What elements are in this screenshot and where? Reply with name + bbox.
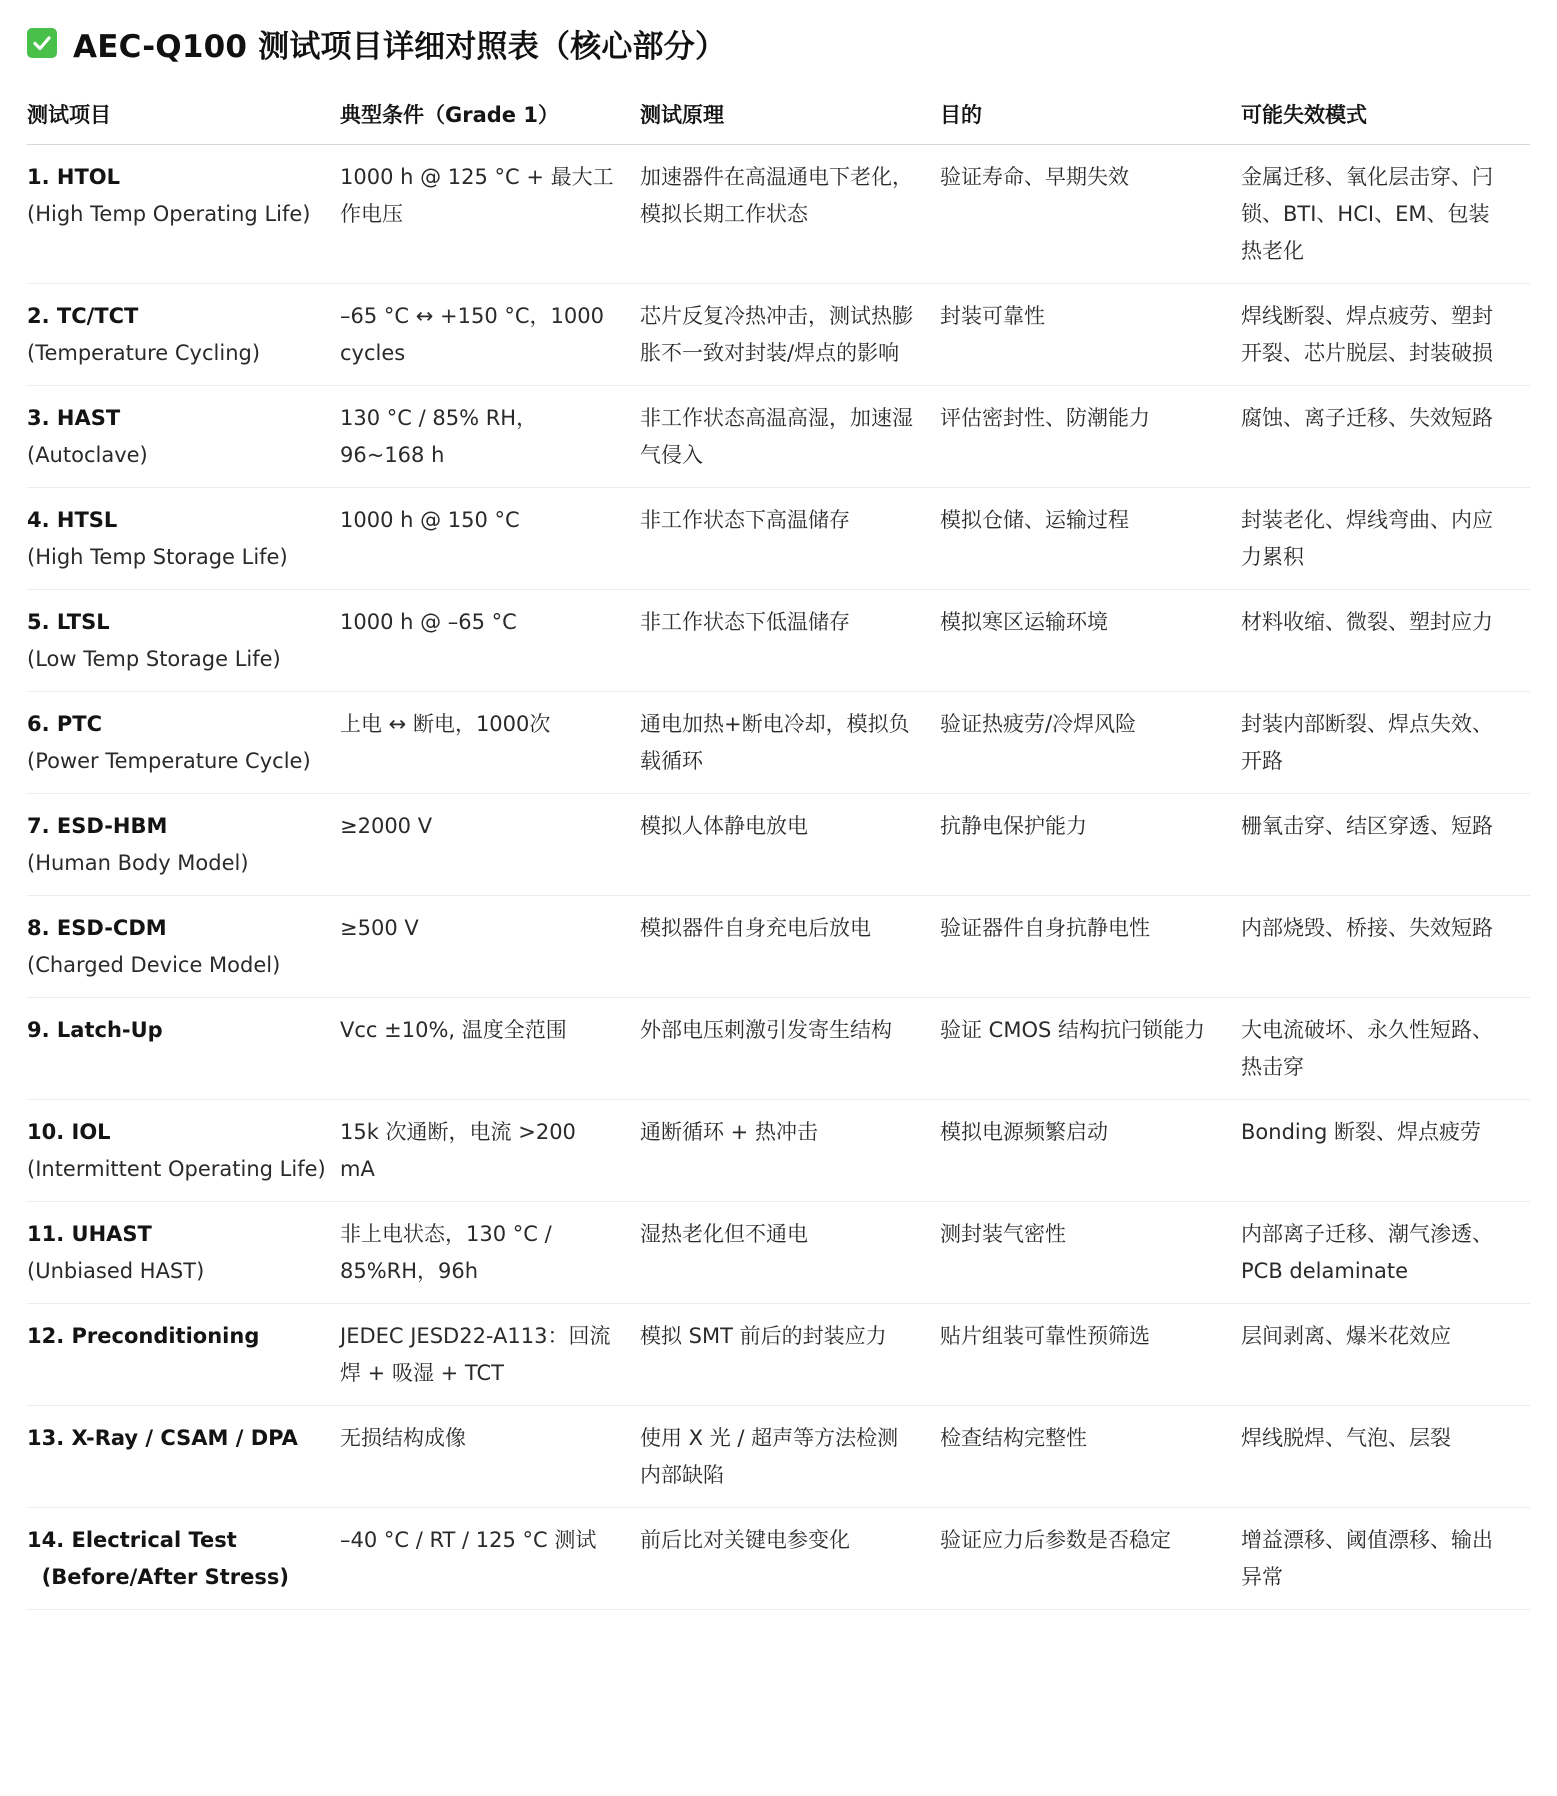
test-item-cell xyxy=(27,692,340,794)
principle-cell: 非工作状态高温高湿，加速湿气侵入 xyxy=(640,386,940,488)
test-item-cell xyxy=(27,145,340,284)
failure-mode-cell: 层间剥离、爆米花效应 xyxy=(1241,1304,1530,1406)
test-item-subtitle: (Unbiased HAST) xyxy=(27,1259,205,1283)
failure-mode-cell: 内部离子迁移、潮气渗透、PCB delaminate xyxy=(1241,1202,1530,1304)
page-title: AEC-Q100 测试项目详细对照表（核心部分） xyxy=(73,28,727,65)
test-item-cell xyxy=(27,1304,340,1406)
purpose-cell: 模拟寒区运输环境 xyxy=(940,590,1241,692)
test-item-subtitle: (Temperature Cycling) xyxy=(27,341,261,365)
table-row xyxy=(27,590,1530,692)
purpose-cell: 评估密封性、防潮能力 xyxy=(940,386,1241,488)
test-item-name: 3. HAST xyxy=(27,406,121,430)
failure-mode-cell: 焊线断裂、焊点疲劳、塑封开裂、芯片脱层、封装破损 xyxy=(1241,284,1530,386)
test-item-cell xyxy=(27,488,340,590)
test-item-subtitle: (Low Temp Storage Life) xyxy=(27,647,281,671)
failure-mode-cell: 栅氧击穿、结区穿透、短路 xyxy=(1241,794,1530,896)
failure-mode-cell: 内部烧毁、桥接、失效短路 xyxy=(1241,896,1530,998)
condition-cell: 130 °C / 85% RH，96~168 h xyxy=(340,386,640,488)
table-row xyxy=(27,145,1530,284)
test-item-cell xyxy=(27,590,340,692)
principle-cell: 通断循环 + 热冲击 xyxy=(640,1100,940,1202)
condition-cell: 无损结构成像 xyxy=(340,1406,640,1508)
test-item-subtitle: (High Temp Storage Life) xyxy=(27,545,288,569)
column-header: 典型条件（Grade 1） xyxy=(340,84,640,145)
test-item-name: 2. TC/TCT xyxy=(27,304,139,328)
test-item-subtitle: (Autoclave) xyxy=(27,443,148,467)
condition-cell: JEDEC JESD22-A113：回流焊 + 吸湿 + TCT xyxy=(340,1304,640,1406)
test-item-name: 9. Latch-Up xyxy=(27,1018,163,1042)
failure-mode-cell: 腐蚀、离子迁移、失效短路 xyxy=(1241,386,1530,488)
condition-cell: ≥2000 V xyxy=(340,794,640,896)
test-item-cell xyxy=(27,896,340,998)
table-row xyxy=(27,1304,1530,1406)
failure-mode-cell: 封装老化、焊线弯曲、内应力累积 xyxy=(1241,488,1530,590)
table-row xyxy=(27,1100,1530,1202)
column-header: 测试项目 xyxy=(27,84,340,145)
test-item-subtitle: (High Temp Operating Life) xyxy=(27,202,311,226)
principle-cell: 芯片反复冷热冲击，测试热膨胀不一致对封装/焊点的影响 xyxy=(640,284,940,386)
failure-mode-cell: 封装内部断裂、焊点失效、开路 xyxy=(1241,692,1530,794)
principle-cell: 非工作状态下高温储存 xyxy=(640,488,940,590)
test-item-name: 11. UHAST xyxy=(27,1222,152,1246)
test-item-name: 4. HTSL xyxy=(27,508,118,532)
principle-cell: 通电加热+断电冷却，模拟负载循环 xyxy=(640,692,940,794)
column-header: 目的 xyxy=(940,84,1241,145)
table-row xyxy=(27,1406,1530,1508)
purpose-cell: 抗静电保护能力 xyxy=(940,794,1241,896)
comparison-table xyxy=(27,84,1530,1610)
test-item-cell xyxy=(27,998,340,1100)
condition-cell: –65 °C ↔ +150 °C，1000 cycles xyxy=(340,284,640,386)
table-row xyxy=(27,1508,1530,1610)
purpose-cell: 测封装气密性 xyxy=(940,1202,1241,1304)
condition-cell: 非上电状态，130 °C / 85%RH，96h xyxy=(340,1202,640,1304)
purpose-cell: 检查结构完整性 xyxy=(940,1406,1241,1508)
condition-cell: –40 °C / RT / 125 °C 测试 xyxy=(340,1508,640,1610)
test-item-cell xyxy=(27,284,340,386)
table-row xyxy=(27,692,1530,794)
principle-cell: 加速器件在高温通电下老化，模拟长期工作状态 xyxy=(640,145,940,284)
condition-cell: 上电 ↔ 断电，1000次 xyxy=(340,692,640,794)
column-header: 测试原理 xyxy=(640,84,940,145)
table-row xyxy=(27,794,1530,896)
failure-mode-cell: 焊线脱焊、气泡、层裂 xyxy=(1241,1406,1530,1508)
test-item-name: 5. LTSL xyxy=(27,610,110,634)
condition-cell: 1000 h @ –65 °C xyxy=(340,590,640,692)
table-row xyxy=(27,896,1530,998)
column-header: 可能失效模式 xyxy=(1241,84,1530,145)
principle-cell: 模拟器件自身充电后放电 xyxy=(640,896,940,998)
failure-mode-cell: Bonding 断裂、焊点疲劳 xyxy=(1241,1100,1530,1202)
condition-cell: ≥500 V xyxy=(340,896,640,998)
failure-mode-cell: 增益漂移、阈值漂移、输出异常 xyxy=(1241,1508,1530,1610)
test-item-subtitle: (Power Temperature Cycle) xyxy=(27,749,311,773)
test-item-cell xyxy=(27,1508,340,1610)
purpose-cell: 验证器件自身抗静电性 xyxy=(940,896,1241,998)
failure-mode-cell: 大电流破坏、永久性短路、热击穿 xyxy=(1241,998,1530,1100)
purpose-cell: 贴片组装可靠性预筛选 xyxy=(940,1304,1241,1406)
failure-mode-cell: 材料收缩、微裂、塑封应力 xyxy=(1241,590,1530,692)
table-row xyxy=(27,284,1530,386)
test-item-cell xyxy=(27,794,340,896)
title-row xyxy=(27,20,1530,66)
test-item-name: 13. X-Ray / CSAM / DPA xyxy=(27,1426,298,1450)
purpose-cell: 模拟仓储、运输过程 xyxy=(940,488,1241,590)
condition-cell: 1000 h @ 150 °C xyxy=(340,488,640,590)
table-row xyxy=(27,386,1530,488)
principle-cell: 湿热老化但不通电 xyxy=(640,1202,940,1304)
test-item-name: 12. Preconditioning xyxy=(27,1324,260,1348)
principle-cell: 使用 X 光 / 超声等方法检测内部缺陷 xyxy=(640,1406,940,1508)
condition-cell: 1000 h @ 125 °C + 最大工作电压 xyxy=(340,145,640,284)
test-item-subtitle: (Human Body Model) xyxy=(27,851,249,875)
purpose-cell: 验证寿命、早期失效 xyxy=(940,145,1241,284)
table-body xyxy=(27,145,1530,1610)
purpose-cell: 模拟电源频繁启动 xyxy=(940,1100,1241,1202)
purpose-cell: 验证应力后参数是否稳定 xyxy=(940,1508,1241,1610)
principle-cell: 非工作状态下低温储存 xyxy=(640,590,940,692)
test-item-cell xyxy=(27,1202,340,1304)
principle-cell: 模拟人体静电放电 xyxy=(640,794,940,896)
check-box-icon xyxy=(27,28,57,58)
principle-cell: 模拟 SMT 前后的封装应力 xyxy=(640,1304,940,1406)
test-item-name: 6. PTC xyxy=(27,712,103,736)
test-item-name: 8. ESD-CDM xyxy=(27,916,167,940)
table-row xyxy=(27,1202,1530,1304)
test-item-cell xyxy=(27,1406,340,1508)
test-item-name: 1. HTOL xyxy=(27,165,121,189)
failure-mode-cell: 金属迁移、氧化层击穿、闩锁、BTI、HCI、EM、包装热老化 xyxy=(1241,145,1530,284)
test-item-name: 10. IOL xyxy=(27,1120,111,1144)
condition-cell: 15k 次通断，电流 >200 mA xyxy=(340,1100,640,1202)
principle-cell: 外部电压刺激引发寄生结构 xyxy=(640,998,940,1100)
test-item-subtitle: (Before/After Stress) xyxy=(27,1565,289,1589)
table-row xyxy=(27,998,1530,1100)
table-header-row xyxy=(27,84,1530,145)
test-item-cell xyxy=(27,1100,340,1202)
purpose-cell: 封装可靠性 xyxy=(940,284,1241,386)
test-item-name: 7. ESD-HBM xyxy=(27,814,168,838)
purpose-cell: 验证 CMOS 结构抗闩锁能力 xyxy=(940,998,1241,1100)
test-item-name: 14. Electrical Test xyxy=(27,1528,237,1552)
test-item-cell xyxy=(27,386,340,488)
principle-cell: 前后比对关键电参变化 xyxy=(640,1508,940,1610)
test-item-subtitle: (Charged Device Model) xyxy=(27,953,281,977)
condition-cell: Vcc ±10%, 温度全范围 xyxy=(340,998,640,1100)
test-item-subtitle: (Intermittent Operating Life) xyxy=(27,1157,326,1181)
purpose-cell: 验证热疲劳/冷焊风险 xyxy=(940,692,1241,794)
table-row xyxy=(27,488,1530,590)
